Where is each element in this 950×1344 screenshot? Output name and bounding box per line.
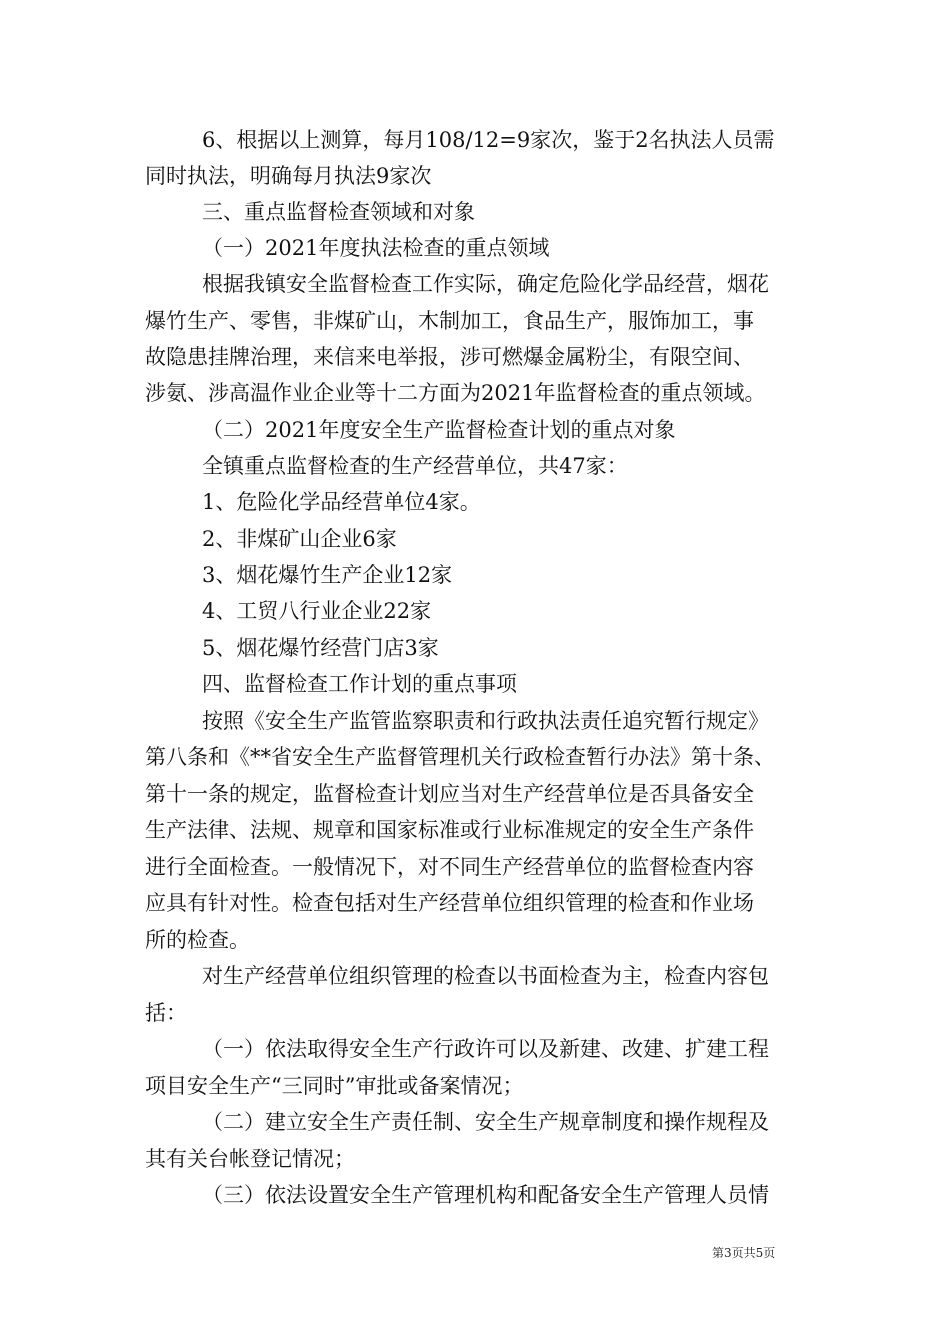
text-line: 对生产经营单位组织管理的检查以书面检查为主，检查内容包	[202, 964, 769, 988]
list-item: 3、烟花爆竹生产企业12家	[202, 563, 453, 587]
text-line: 同时执法，明确每月执法9家次	[145, 164, 432, 188]
text-line: 第十一条的规定，监督检查计划应当对生产经营单位是否具备安全	[145, 782, 754, 806]
text-line: （一）依法取得安全生产行政许可以及新建、改建、扩建工程	[202, 1037, 769, 1061]
text-line: （三）依法设置安全生产管理机构和配备安全生产管理人员情	[202, 1183, 769, 1207]
section-heading: 三、重点监督检查领域和对象	[202, 200, 475, 224]
text-line: 第八条和《**省安全生产监督管理机关行政检查暂行办法》第十条、	[145, 745, 775, 769]
text-line: 进行全面检查。一般情况下，对不同生产经营单位的监督检查内容	[145, 855, 754, 879]
list-item: 1、危险化学品经营单位4家。	[202, 490, 481, 514]
text-line: 故隐患挂牌治理，来信来电举报，涉可燃爆金属粉尘，有限空间、	[145, 345, 754, 369]
text-line: 全镇重点监督检查的生产经营单位，共47家：	[202, 454, 628, 478]
list-item: 2、非煤矿山企业6家	[202, 527, 397, 551]
text-line: 所的检查。	[145, 928, 250, 952]
text-line: 根据我镇安全监督检查工作实际，确定危险化学品经营，烟花	[202, 272, 769, 296]
text-line: 生产法律、法规、规章和国家标准或行业标准规定的安全生产条件	[145, 818, 754, 842]
section-heading: 四、监督检查工作计划的重点事项	[202, 672, 517, 696]
list-item: 5、烟花爆竹经营门店3家	[202, 636, 439, 660]
subsection-heading: （二）2021年度安全生产监督检查计划的重点对象	[202, 418, 676, 442]
text-line: 涉氨、涉高温作业企业等十二方面为2021年监督检查的重点领域。	[145, 381, 766, 405]
text-line: 6、根据以上测算，每月108/12=9家次，鉴于2名执法人员需	[202, 128, 775, 152]
text-line: 其有关台帐登记情况；	[145, 1147, 355, 1171]
subsection-heading: （一）2021年度执法检查的重点领域	[202, 236, 550, 260]
text-line: 爆竹生产、零售，非煤矿山，木制加工，食品生产，服饰加工，事	[145, 309, 754, 333]
text-line: 应具有针对性。检查包括对生产经营单位组织管理的检查和作业场	[145, 891, 754, 915]
text-line: 项目安全生产“三同时”审批或备案情况；	[145, 1074, 524, 1098]
text-line: （二）建立安全生产责任制、安全生产规章制度和操作规程及	[202, 1110, 769, 1134]
list-item: 4、工贸八行业企业22家	[202, 599, 432, 623]
text-line: 括：	[145, 1001, 187, 1025]
page-number: 第3页共5页	[712, 1246, 776, 1260]
text-line: 按照《安全生产监管监察职责和行政执法责任追究暂行规定》	[202, 709, 769, 733]
